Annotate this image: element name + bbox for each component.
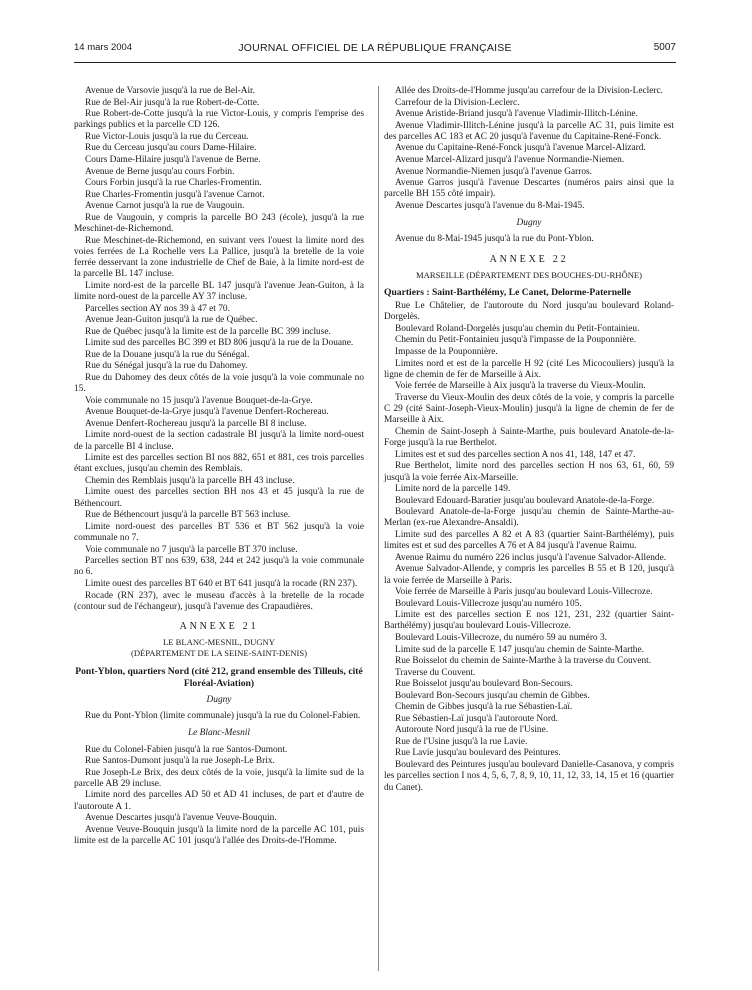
right-column [384,86,674,794]
paragraph: Limite est des parcelles section E nos 121, 231, 232 (quartier Saint-Barthélémy) jusqu'au boulevard Louis-Villecroze. [384,610,674,632]
paragraph: Parcelles section BT nos 639, 638, 244 et 242 jusqu'à la voie communale no 6. [74,556,364,578]
paragraph: Voie communale no 7 jusqu'à la parcelle BT 370 incluse. [85,544,298,555]
paragraph: Carrefour de la Division-Leclerc. [395,97,520,108]
column-divider [378,86,379,971]
commune-heading: Dugny [516,218,542,229]
left-column [74,86,364,848]
annexe-heading: ANNEXE 21 [179,621,259,632]
paragraph: Rue du Dahomey des deux côtés de la voie jusqu'à la voie communale no 15. [74,372,364,395]
paragraph: Rocade (RN 237), avec le museau d'accès à la bretelle de la rocade (contour sud de l'échangeur), jusqu'à l'avenue des Crapaudières. [74,590,364,612]
paragraph: Limite nord-ouest des parcelles BT 536 et BT 562 jusqu'à la voie communale no 7. [74,521,364,544]
paragraph: Limite nord de la parcelle 149. [395,484,511,495]
paragraph: Limite est des parcelles section BI nos 882, 651 et 881, ces trois parcelles étant exclues, jusqu'au chemin des Remblais. [74,453,364,475]
paragraph: Rue de Vaugouin, y compris la parcelle BO 243 (école), jusqu'à la rue Meschinet-de-Richemond. [74,212,364,234]
paragraph: Rue Joseph-Le Brix, des deux côtés de la voie, jusqu'à la limite sud de la parcelle AB 29 incluse. [74,767,364,789]
paragraph: Limite ouest des parcelles BT 640 et BT 641 jusqu'à la rocade (RN 237). [85,578,358,589]
header-rule [74,62,676,63]
page-header [74,42,676,56]
paragraph: Avenue Carnot jusqu'à la rue de Vaugouin. [85,201,245,212]
paragraph: Avenue Marcel-Alizard jusqu'à l'avenue Normandie-Niemen. [395,154,625,165]
paragraph: Limites nord et est de la parcelle H 92 (cité Les Micocouliers) jusqu'à la ligne de chemin de fer de Marseille à Aix. [384,358,674,380]
paragraph: Rue de la Douane jusqu'à la rue du Sénégal. [85,349,250,360]
annexe-location: MARSEILLE (DÉPARTEMENT DES BOUCHES-DU-RHÔNE) [415,269,643,280]
paragraph: Boulevard Roland-Dorgelès jusqu'au chemin du Petit-Fontainieu. [395,323,640,334]
paragraph: Cours Dame-Hilaire jusqu'à l'avenue de Berne. [85,154,261,165]
paragraph: Limite ouest des parcelles section BH nos 43 et 45 jusqu'à la rue de Béthencourt. [74,487,364,509]
neighbourhood-heading: Pont-Yblon, quartiers Nord (cité 212, grand ensemble des Tilleuls, cité Floréal-Aviation) [75,666,363,689]
paragraph: Avenue Jean-Guiton jusqu'à la rue de Québec. [85,315,258,326]
paragraph: Rue Santos-Dumont jusqu'à la rue Joseph-Le Brix. [85,756,275,767]
paragraph: Avenue de Varsovie jusqu'à la rue de Bel-Air. [85,86,255,96]
paragraph: Voie ferrée de Marseille à Aix jusqu'à la traverse du Vieux-Moulin. [395,381,646,392]
header-date: 14 mars 2004 [74,42,133,53]
journal-title: JOURNAL OFFICIEL DE LA RÉPUBLIQUE FRANÇAISE [238,42,512,54]
paragraph: Rue Le Châtelier, de l'autoroute du Nord jusqu'au boulevard Roland-Dorgelès. [384,301,674,323]
paragraph: Boulevard des Peintures jusqu'au boulevard Danielle-Casanova, y compris les parcelles section I nos 4, 5, 6, 7, 8, 9, 10, 11, 12, 33, 14, 15 et 16 (quartier du Canet). [384,760,674,793]
paragraph: Avenue Salvador-Allende, y compris les parcelles B 55 et B 120, jusqu'à la voie ferrée de Marseille à Paris. [384,564,674,586]
paragraph: Impasse de la Pouponnière. [395,347,498,358]
neighbourhood-heading: Quartiers : Saint-Barthélémy, Le Canet, Delorme-Paternelle [384,286,631,298]
paragraph: Limite sud des parcelles BC 399 et BD 806 jusqu'à la rue de la Douane. [85,338,354,349]
paragraph: Avenue Raimu du numéro 226 inclus jusqu'à l'avenue Salvador-Allende. [395,552,667,563]
paragraph: Boulevard Louis-Villecroze, du numéro 59 au numéro 3. [395,633,607,644]
paragraph: Traverse du Couvent. [395,667,476,678]
paragraph: Avenue Descartes jusqu'à l'avenue Veuve-Bouquin. [85,813,277,824]
paragraph: Avenue de Berne jusqu'au cours Forbin. [85,166,235,177]
commune-heading: Le Blanc-Mesnil [187,728,251,739]
paragraph: Allée des Droits-de-l'Homme jusqu'au carrefour de la Division-Leclerc. [395,86,664,96]
paragraph: Rue Boisselot jusqu'au boulevard Bon-Secours. [395,679,573,690]
paragraph: Rue Berthelot, limite nord des parcelles section H nos 63, 61, 60, 59 jusqu'à la voie ferrée Aix-Marseille. [384,461,674,483]
paragraph: Avenue Bouquet-de-la-Grye jusqu'à l'avenue Denfert-Rochereau. [85,407,329,418]
paragraph: Rue de Béthencourt jusqu'à la parcelle BT 563 incluse. [85,510,291,521]
paragraph: Rue du Colonel-Fabien jusqu'à la rue Santos-Dumont. [85,744,288,755]
paragraph: Boulevard Edouard-Baratier jusqu'au boulevard Anatole-de-la-Forge. [395,495,655,506]
paragraph: Avenue Normandie-Niemen jusqu'à l'avenue Garros. [395,166,593,177]
paragraph: Chemin de Saint-Joseph à Sainte-Marthe, puis boulevard Anatole-de-la-Forge jusqu'à la rue Berthelot. [384,426,674,449]
paragraph: Avenue Veuve-Bouquin jusqu'à la limite nord de la parcelle AC 101, puis limite est de la parcelle AC 101 jusqu'à l'allée des Droits-de-l'Homme. [74,824,364,846]
annexe-department: (DÉPARTEMENT DE LA SEINE-SAINT-DENIS) [130,648,308,659]
paragraph: Rue Meschinet-de-Richemond, en suivant vers l'ouest la limite nord des voies ferrées de La Rochelle vers La Pallice, jusqu'à la bretelle de la voie ferrée desservant la zone industrielle de Chef de Baie, à la limite nord-est de la parcelle BL 147 incluse. [74,235,364,280]
paragraph: Voie communale no 15 jusqu'à l'avenue Bouquet-de-la-Grye. [85,395,313,406]
page-number: 5007 [653,42,676,53]
paragraph: Autoroute Nord jusqu'à la rue de l'Usine. [395,725,549,736]
paragraph: Avenue Aristide-Briand jusqu'à l'avenue Vladimir-Illitch-Lénine. [395,109,638,120]
paragraph: Rue du Sénégal jusqu'à la rue du Dahomey. [85,361,248,372]
paragraph: Limite nord-ouest de la section cadastrale BI jusqu'à la limite nord-ouest de la parcelle BI 4 incluse. [74,430,364,452]
paragraph: Voie ferrée de Marseille à Paris jusqu'au boulevard Louis-Villecroze. [395,587,653,598]
paragraph: Limite nord-est de la parcelle BL 147 jusqu'à l'avenue Jean-Guiton, à la limite nord-ouest de la parcelle AY 37 incluse. [74,280,364,303]
paragraph: Rue Sébastien-Laï jusqu'à l'autoroute Nord. [395,713,558,724]
paragraph: Limite sud de la parcelle E 147 jusqu'au chemin de Sainte-Marthe. [395,644,644,655]
paragraph: Parcelles section AY nos 39 à 47 et 70. [85,303,230,314]
paragraph: Limites est et sud des parcelles section A nos 41, 148, 147 et 47. [395,449,636,460]
paragraph: Boulevard Louis-Villecroze jusqu'au numéro 105. [395,598,582,609]
paragraph: Cours Forbin jusqu'à la rue Charles-Fromentin. [85,178,262,189]
paragraph: Rue de Québec jusqu'à la limite est de la parcelle BC 399 incluse. [85,326,331,337]
paragraph: Rue Charles-Fromentin jusqu'à l'avenue Carnot. [85,189,265,200]
annexe-location: LE BLANC-MESNIL, DUGNY [163,637,275,648]
paragraph: Rue de l'Usine jusqu'à la rue Lavie. [395,736,528,747]
paragraph: Avenue Denfert-Rochereau jusqu'à la parcelle BI 8 incluse. [85,418,307,429]
paragraph: Traverse du Vieux-Moulin des deux côtés de la voie, y compris la parcelle C 29 (cité Saint-Joseph-Vieux-Moulin) jusqu'à la ligne de chemin de fer de Marseille à Aix. [384,392,674,426]
annexe-heading: ANNEXE 22 [489,253,569,265]
paragraph: Chemin des Remblais jusqu'à la parcelle BH 43 incluse. [85,475,295,486]
paragraph: Avenue Vladimir-Illitch-Lénine jusqu'à la parcelle AC 31, puis limite est des parcelles AC 183 et AC 20 jusqu'à l'avenue du Capitaine-René-Fonck. [384,120,674,142]
paragraph: Chemin du Petit-Fontainieu jusqu'à l'impasse de la Pouponnière. [395,335,637,346]
paragraph: Limite nord des parcelles AD 50 et AD 41 incluses, de part et d'autre de l'autoroute A 1. [74,790,364,812]
paragraph: Rue Victor-Louis jusqu'à la rue du Cerceau. [85,131,249,142]
paragraph: Chemin de Gibbes jusqu'à la rue Sébastien-Laï. [395,702,573,713]
paragraph: Rue Robert-de-Cotte jusqu'à la rue Victor-Louis, y compris l'emprise des parkings publics et la parcelle CD 126. [74,109,364,131]
paragraph: Limite sud des parcelles A 82 et A 83 (quartier Saint-Barthélémy), puis limites est et sud des parcelles A 76 et A 84 jusqu'à l'avenue Raimu. [384,529,674,552]
paragraph: Boulevard Anatole-de-la-Forge jusqu'au chemin de Sainte-Marthe-au-Merlan (ex-rue Alexandre-Ansaldi). [384,507,674,529]
paragraph: Avenue Descartes jusqu'à l'avenue du 8-Mai-1945. [395,200,585,211]
paragraph: Rue du Pont-Yblon (limite communale) jusqu'à la rue du Colonel-Fabien. [85,711,361,721]
paragraph: Rue Boisselot du chemin de Sainte-Marthe à la traverse du Couvent. [395,656,652,667]
paragraph: Avenue Garros jusqu'à l'avenue Descartes (numéros pairs ainsi que la parcelle BH 155 côté impair). [384,178,674,200]
paragraph: Avenue du Capitaine-René-Fonck jusqu'à l'avenue Marcel-Alizard. [395,143,646,154]
paragraph: Rue Lavie jusqu'au boulevard des Peintures. [395,748,561,759]
paragraph: Rue du Cerceau jusqu'au cours Dame-Hilaire. [85,143,257,154]
paragraph: Boulevard Bon-Secours jusqu'au chemin de Gibbes. [395,690,590,701]
commune-heading: Dugny [206,694,232,705]
paragraph: Rue de Bel-Air jusqu'à la rue Robert-de-Cotte. [85,97,260,108]
paragraph: Avenue du 8-Mai-1945 jusqu'à la rue du Pont-Yblon. [395,234,594,245]
